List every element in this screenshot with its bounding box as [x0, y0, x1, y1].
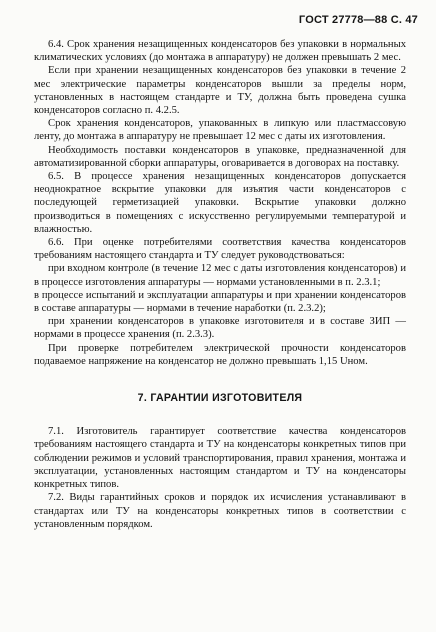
paragraph-voltage-check: При проверке потребителем электрической прочности конденсаторов подаваемое напряжение на конденсатор не должно превышать 1,15 Uном. [34, 342, 406, 367]
page-header: ГОСТ 27778—88 С. 47 [298, 14, 418, 26]
paragraph-6-6: 6.6. При оценке потребителями соответствия качества конденсаторов требованиям настоящего стандарта и ТУ следует руководствоваться: [34, 237, 406, 262]
paragraph-7-1: 7.1. Изготовитель гарантирует соответствие качества конденсаторов требованиям настоящего стандарта и ТУ на конденсаторы конкретных типов при соблюдении режимов и условий транспортирования, правил хранения, монтажа и эксплуатации, установленных настоящим стандартом и ТУ на конденсаторы конкретных типов. [34, 426, 406, 491]
paragraph-drying: Если при хранении незащищенных конденсаторов без упаковки в течение 2 мес электрические параметры конденсаторов вышли за пределы норм, установленных в настоящем стандарте и ТУ, должна быть проведена сушка конденсаторов согласно п. 4.2.5. [34, 65, 406, 117]
paragraph-6-5: 6.5. В процессе хранения незащищенных конденсаторов допускается неоднократное вскрытие упаковки для изъятия части конденсаторов с последующей герметизацией упаковки. Вскрытие упаковки должно производиться в помещениях с искусственно регулируемыми температурой и влажностью. [34, 171, 406, 235]
paragraph-zip-storage: при хранении конденсаторов в упаковке изготовителя и в составе ЗИП — нормами в процессе хранения (п. 2.3.3). [34, 316, 406, 341]
document-body [34, 38, 406, 531]
section-heading: 7. ГАРАНТИИ ИЗГОТОВИТЕЛЯ [137, 392, 303, 405]
paragraph-operation: в процессе испытаний и эксплуатации аппаратуры и при хранении конденсаторов в составе аппаратуры — нормами в течение наработки (п. 2.3.2); [34, 289, 406, 315]
paragraph-7-2: 7.2. Виды гарантийных сроков и порядок их исчисления устанавливают в стандартах или ТУ на конденсаторы конкретных типов в соответствии с установленным порядком. [34, 492, 406, 530]
paragraph-delivery: Необходимость поставки конденсаторов в упаковке, предназначенной для автоматизированной сборки аппаратуры, оговаривается в договорах на поставку. [34, 144, 406, 169]
paragraph-input-control: при входном контроле (в течение 12 мес с даты изготовления конденсаторов) и в процессе изготовления аппаратуры — нормами установленными в п. 2.3.1; [34, 263, 406, 288]
paragraph-storage-tape: Срок хранения конденсаторов, упакованных в липкую или пластмассовую ленту, до монтажа в аппаратуру не превышает 12 мес с даты их изготовления. [34, 118, 406, 143]
paragraph-6-4: 6.4. Срок хранения незащищенных конденсаторов без упаковки в нормальных климатических условиях (до монтажа в аппаратуру) не должен превышать 2 мес. [34, 39, 406, 64]
